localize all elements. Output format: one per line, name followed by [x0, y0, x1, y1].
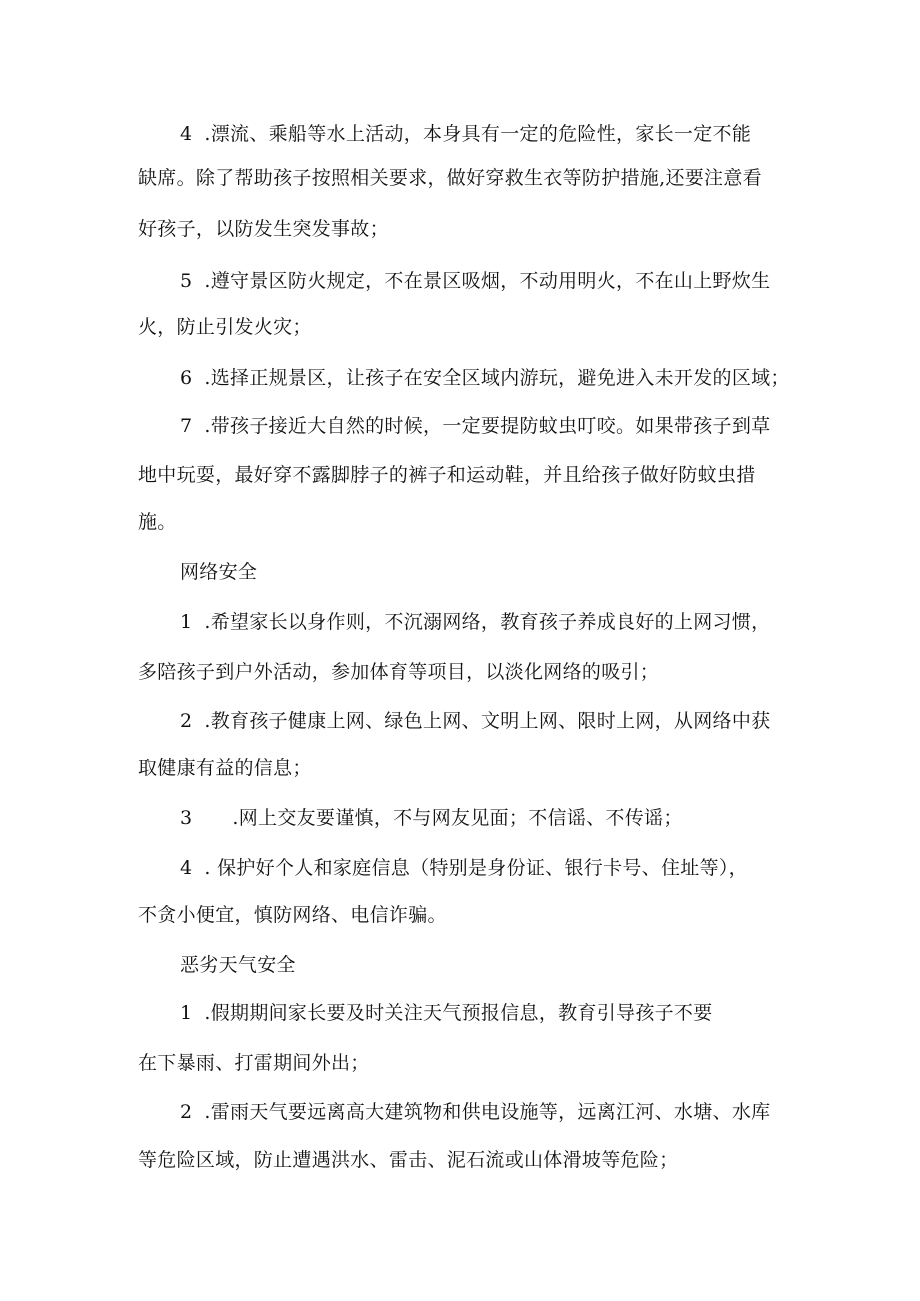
paragraph-line: [180, 602, 800, 642]
paragraph-line: [180, 848, 800, 888]
line-text: .漂流、乘船等水上活动，本身具有一定的危险性，家长一定不能: [204, 123, 752, 145]
line-text: .希望家长以身作则，不沉溺网络，教育孩子养成良好的上网习惯，: [204, 611, 771, 633]
line-text: .网上交友要谨慎，不与网友见面；不信谣、不传谣；: [232, 807, 683, 829]
line-text: 等危险区域，防止遭遇洪水、雷击、泥石流或山体滑坡等危险；: [138, 1149, 679, 1171]
line-text: 缺席。除了帮助孩子按照相关要求，做好穿救生衣等防护措施,还要注意看: [138, 167, 762, 189]
line-text: .带孩子接近大自然的时候，一定要提防蚊虫叮咬。如果带孩子到草: [204, 415, 771, 437]
line-text: .选择正规景区，让孩子在安全区域内游玩，避免进入未开发的区域；: [204, 367, 790, 389]
line-text: . 保护好个人和家庭信息（特别是身份证、银行卡号、住址等），: [204, 857, 748, 879]
line-text: 地中玩耍，最好穿不露脚脖子的裤子和运动鞋，并且给孩子做好防蚊虫措: [138, 464, 756, 486]
list-number: 5: [180, 270, 193, 292]
paragraph-line: [180, 406, 800, 446]
heading-text: 恶劣天气安全: [180, 954, 296, 976]
list-number: 7: [180, 415, 193, 437]
list-number: 1: [180, 1002, 193, 1024]
line-text: .雷雨天气要远离高大建筑物和供电设施等，远离江河、水塘、水库: [204, 1101, 771, 1123]
paragraph-line: [138, 652, 798, 692]
line-text: 火，防止引发火灾；: [138, 316, 312, 338]
paragraph-line: [138, 1043, 798, 1083]
section-heading: [180, 945, 800, 985]
line-text: 在下暴雨、打雷期间外出；: [138, 1052, 370, 1074]
section-heading: [180, 552, 800, 592]
line-text: 取健康有益的信息；: [138, 757, 312, 779]
list-number: 2: [180, 1101, 193, 1123]
paragraph-line: [138, 1140, 798, 1180]
line-text: 多陪孩子到户外活动，参加体育等项目，以淡化网络的吸引；: [138, 661, 660, 683]
list-number: 4: [180, 857, 193, 879]
list-number: 4: [180, 123, 193, 145]
paragraph-line: [180, 1092, 800, 1132]
paragraph-line: [180, 114, 800, 154]
list-number: 6: [180, 367, 193, 389]
paragraph-line: [138, 502, 798, 542]
line-text: .遵守景区防火规定，不在景区吸烟，不动用明火，不在山上野炊生: [204, 270, 771, 292]
list-number: 2: [180, 710, 193, 732]
paragraph-line: [180, 261, 800, 301]
paragraph-line: [180, 358, 800, 398]
line-text: 好孩子，以防发生突发事故；: [138, 218, 389, 240]
heading-text: 网络安全: [180, 561, 258, 583]
line-text: 不贪小便宜，慎防网络、电信诈骗。: [138, 904, 447, 926]
paragraph-line: [180, 798, 800, 838]
list-number: 1: [180, 611, 193, 633]
line-text: 施。: [138, 511, 177, 533]
paragraph-line: [180, 701, 800, 741]
paragraph-line: [138, 748, 798, 788]
paragraph-line: [138, 455, 798, 495]
line-text: .教育孩子健康上网、绿色上网、文明上网、限时上网，从网络中获: [204, 710, 771, 732]
paragraph-line: [138, 895, 798, 935]
line-text: .假期期间家长要及时关注天气预报信息，教育引导孩子不要: [204, 1002, 713, 1024]
paragraph-line: [138, 209, 798, 249]
paragraph-line: [138, 307, 798, 347]
list-number: 3: [180, 807, 193, 829]
paragraph-line: [180, 993, 800, 1033]
paragraph-line: [138, 158, 798, 198]
